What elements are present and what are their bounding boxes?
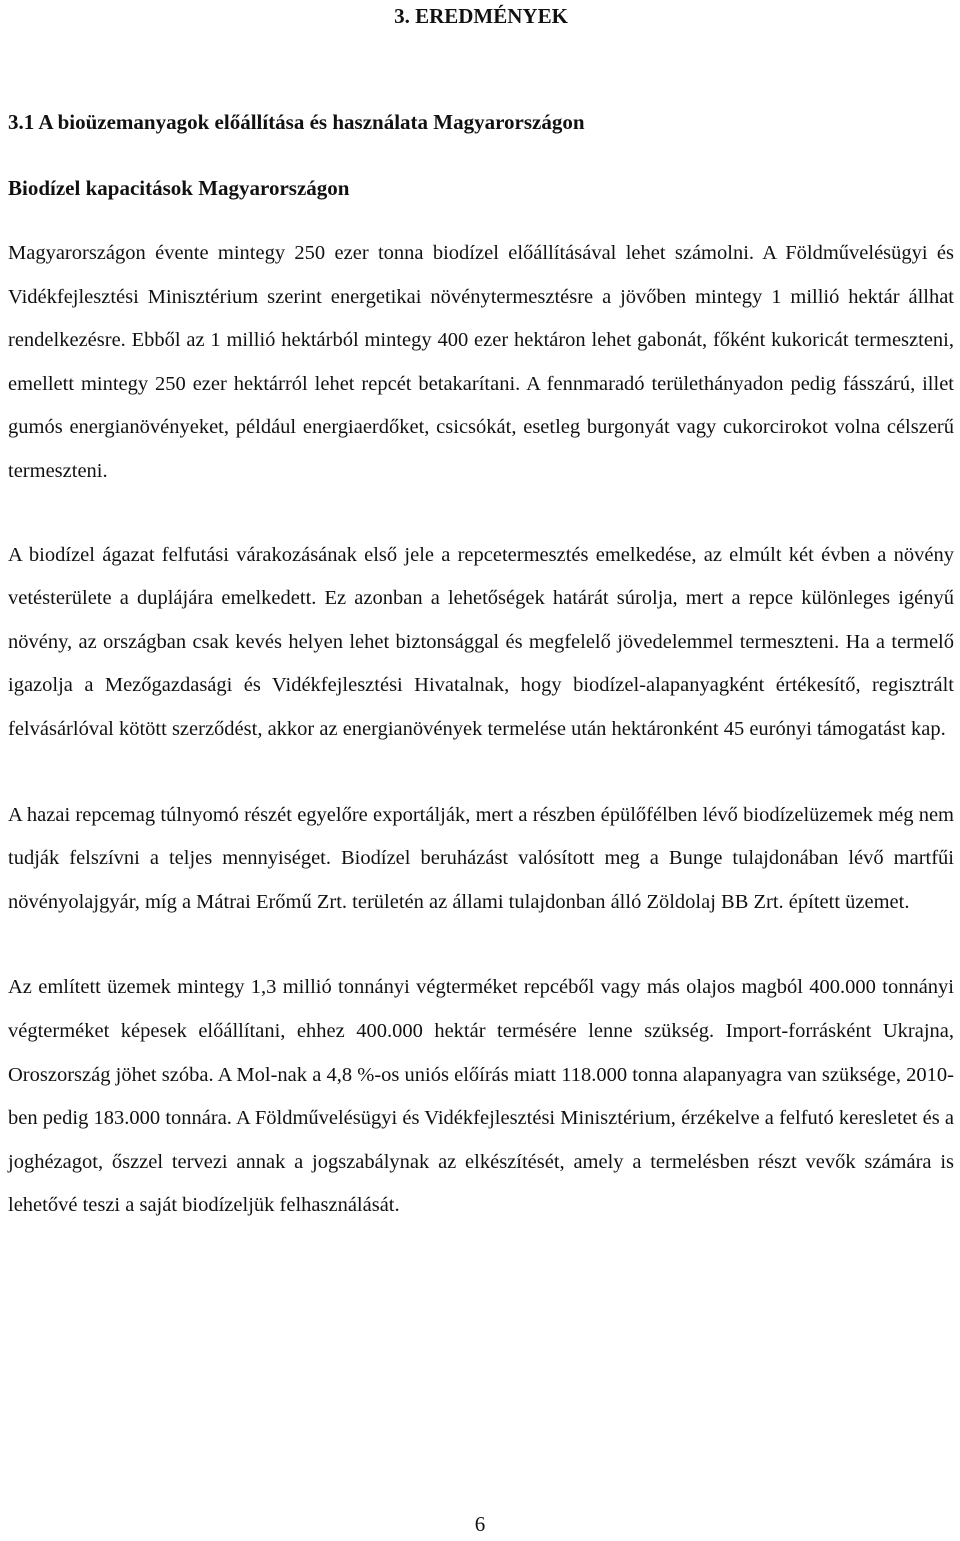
paragraph-1: Magyarországon évente mintegy 250 ezer tonna biodízel előállításával lehet számolni. A Földművelésügyi és Vidékfejlesztési Minisztérium szerint energetikai növénytermesztésre a jövőben mintegy 1 millió hektár állhat rendelkezésre. Ebből az 1 millió hektárból mintegy 400 ezer hektáron lehet gabonát, főként kukoricát termeszteni, emellett mintegy 250 ezer hektárról lehet repcét betakarítani. A fennmaradó területhányadon pedig fásszárú, illet gumós energianövényeket, például energiaerdőket, csicsókát, esetleg burgonyát vagy cukorcirokot volna célszerű termeszteni. xyxy=(8,242,954,482)
subsection-title: Biodízel kapacitások Magyarországon xyxy=(8,176,350,200)
page-number: 6 xyxy=(474,1512,486,1536)
paragraph-2: A biodízel ágazat felfutási várakozásának első jele a repcetermesztés emelkedése, az elmúlt két évben a növény vetésterülete a duplájára emelkedett. Ez azonban a lehetőségek határát súrolja, mert a repce különleges igényű növény, az országban csak kevés helyen lehet biztonsággal és megfelelő jövedelemmel termeszteni. Ha a termelő igazolja a Mezőgazdasági és Vidékfejlesztési Hivatalnak, hogy biodízel-alapanyagként értékesítő, regisztrált felvásárlóval kötött szerződést, akkor az energianövények termelése után hektáronként 45 eurónyi támogatást kap. xyxy=(8,543,954,740)
section-title: 3.1 A bioüzemanyagok előállítása és használata Magyarországon xyxy=(8,110,585,134)
document-page xyxy=(8,0,954,1228)
chapter-title: 3. EREDMÉNYEK xyxy=(394,4,568,28)
paragraph-3: A hazai repcemag túlnyomó részét egyelőre exportálják, mert a részben épülőfélben lévő biodízelüzemek még nem tudják felszívni a teljes mennyiséget. Biodízel beruházást valósított meg a Bunge tulajdonában lévő martfűi növényolajgyár, míg a Mátrai Erőmű Zrt. területén az állami tulajdonban álló Zöldolaj BB Zrt. épített üzemet. xyxy=(8,803,954,913)
paragraph-4: Az említett üzemek mintegy 1,3 millió tonnányi végterméket repcéből vagy más olajos magból 400.000 tonnányi végterméket képesek előállítani, ehhez 400.000 hektár termésére lenne szükség. Import-forrásként Ukrajna, Oroszország jöhet szóba. A Mol-nak a 4,8 %-os uniós előírás miatt 118.000 tonna alapanyagra van szüksége, 2010-ben pedig 183.000 tonnára. A Földművelésügyi és Vidékfejlesztési Minisztérium, érzékelve a felfutó keresletet és a joghézagot, őszzel tervezi annak a jogszabálynak az elkészítését, amely a termelésben részt vevők számára is lehetővé teszi a saját biodízeljük felhasználását. xyxy=(8,976,954,1217)
